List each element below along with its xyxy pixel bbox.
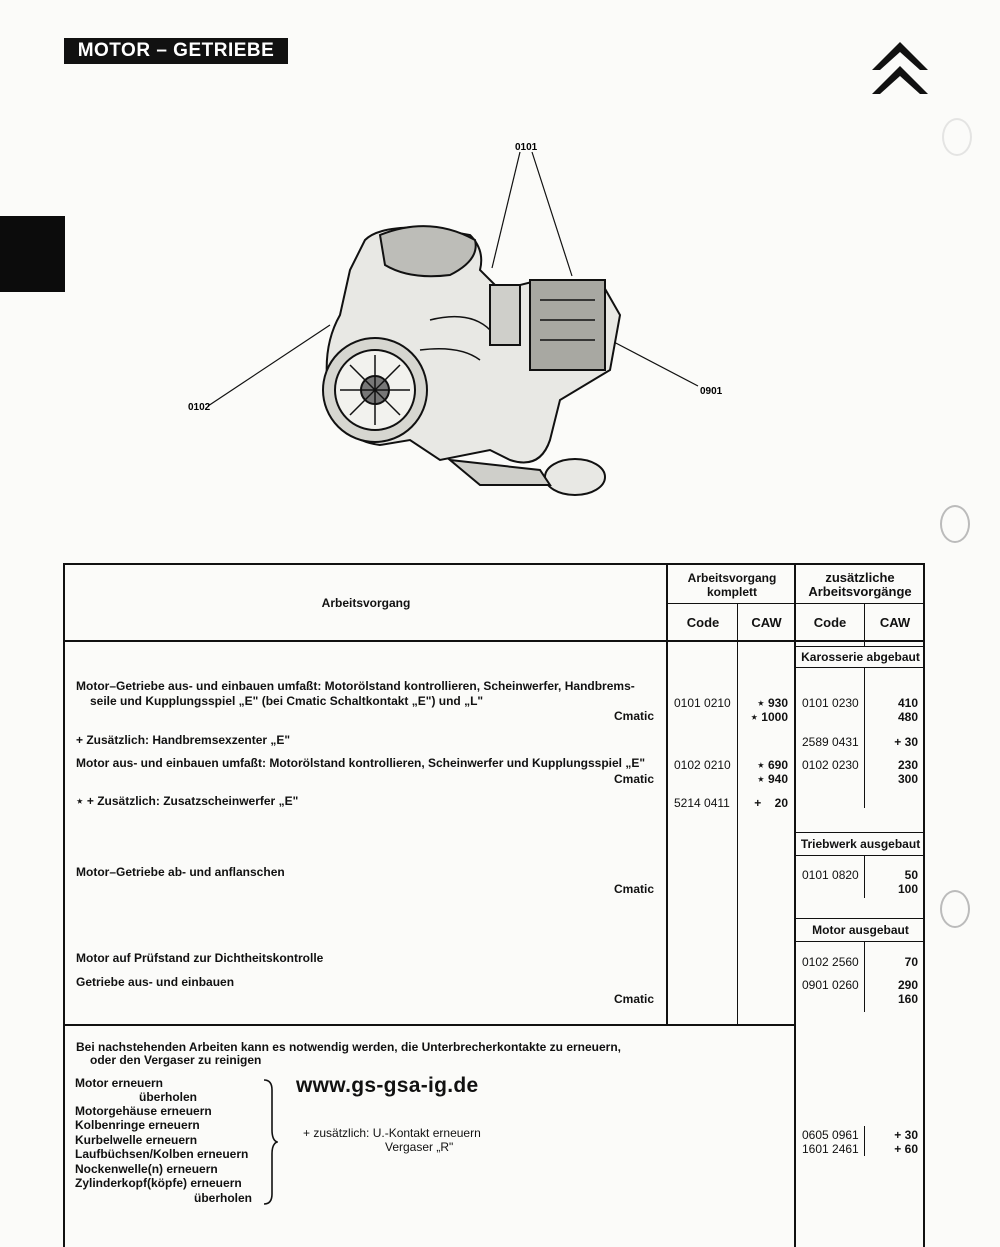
engine-gearbox-illustration — [180, 140, 740, 510]
citroen-logo-icon — [870, 40, 930, 98]
operation-text: Getriebe aus- und einbauen — [76, 975, 235, 989]
caw-value: 290 — [897, 978, 918, 992]
note-item: Nockenwelle(n) erneuern — [75, 1162, 218, 1176]
column-header-code: Code — [813, 615, 847, 630]
caw-value: + 20 — [754, 796, 788, 810]
note-item: Zylinderkopf(köpfe) erneuern — [75, 1176, 242, 1190]
code-value: 0102 0230 — [802, 758, 859, 772]
note-item: Motor erneuern — [75, 1076, 164, 1090]
note-extra: + zusätzlich: U.-Kontakt erneuern — [303, 1126, 481, 1140]
operation-text: + Zusätzlich: Handbremsexzenter „E" — [76, 733, 291, 747]
note-extra: Vergaser „R" — [385, 1140, 454, 1154]
operation-text: Motor–Getriebe ab- und anflanschen — [76, 865, 285, 879]
binder-hole — [940, 890, 970, 928]
note-text: Bei nachstehenden Arbeiten kann es notwendig werden, die Unterbrecherkontakte zu erneuern, — [76, 1040, 622, 1054]
code-value: 0605 0961 — [802, 1128, 859, 1142]
caw-value: 50 — [904, 868, 918, 882]
caw-value: 230 — [897, 758, 918, 772]
caw-value: 100 — [897, 882, 918, 896]
caw-value: 70 — [904, 955, 918, 969]
caw-value: ⋆ 690 — [757, 758, 788, 772]
code-value: 0101 0210 — [674, 696, 731, 710]
code-value: 0102 0210 — [674, 758, 731, 772]
column-header-caw: CAW — [879, 615, 911, 630]
page-title: MOTOR – GETRIEBE — [64, 38, 288, 64]
caw-value: 480 — [897, 710, 918, 724]
code-value: 1601 2461 — [802, 1142, 859, 1156]
code-value: 5214 0411 — [674, 796, 730, 810]
code-value: 0102 2560 — [802, 955, 859, 969]
cmatic-label: Cmatic — [613, 709, 654, 723]
cmatic-label: Cmatic — [613, 772, 654, 786]
code-value: 0101 0230 — [802, 696, 859, 710]
column-header: zusätzliche Arbeitsvorgänge — [808, 570, 912, 599]
note-item: Kolbenringe erneuern — [75, 1118, 200, 1132]
caw-value: + 60 — [894, 1142, 918, 1156]
caw-value: 300 — [897, 772, 918, 786]
cmatic-label: Cmatic — [613, 992, 654, 1006]
column-header: Arbeitsvorgang — [321, 596, 411, 610]
code-value: 0901 0260 — [802, 978, 859, 992]
binder-hole — [942, 118, 972, 156]
caw-value: ⋆ 930 — [757, 696, 788, 710]
code-value: 2589 0431 — [802, 735, 859, 749]
note-item: überholen — [194, 1191, 253, 1205]
caw-value: 160 — [897, 992, 918, 1006]
note-item: Kurbelwelle erneuern — [75, 1133, 198, 1147]
note-text: oder den Vergaser zu reinigen — [90, 1053, 262, 1067]
binder-hole — [940, 505, 970, 543]
caw-value: 410 — [897, 696, 918, 710]
callout-label: 0901 — [700, 386, 723, 397]
cmatic-label: Cmatic — [613, 882, 654, 896]
section-header: Karosserie abgebaut — [801, 650, 920, 664]
section-header: Motor ausgebaut — [812, 923, 909, 937]
callout-label: 0102 — [188, 402, 211, 413]
section-header: Triebwerk ausgebaut — [800, 837, 921, 851]
callout-label: 0101 — [515, 142, 538, 153]
column-header: Arbeitsvorgang komplett — [687, 571, 777, 599]
brace-icon — [262, 1078, 278, 1206]
column-header-caw: CAW — [751, 615, 782, 630]
operation-text: Motor aus- und einbauen umfaßt: Motorölstand kontrollieren, Scheinwerfer und Kupplungsspiel „E" — [76, 756, 646, 770]
caw-value: ⋆ 1000 — [750, 710, 788, 724]
caw-value: + 30 — [894, 1128, 918, 1142]
code-value: 0101 0820 — [802, 868, 859, 882]
note-item: überholen — [139, 1090, 198, 1104]
caw-value: ⋆ 940 — [757, 772, 788, 786]
website-link[interactable]: www.gs-gsa-ig.de — [296, 1074, 479, 1097]
operation-text: Motor–Getriebe aus- und einbauen umfaßt: Motorölstand kontrollieren, Scheinwerfer, Handbrems- — [76, 679, 635, 693]
caw-value: + 30 — [894, 735, 918, 749]
note-item: Motorgehäuse erneuern — [75, 1104, 212, 1118]
operation-text: Motor auf Prüfstand zur Dichtheitskontrolle — [76, 951, 324, 965]
column-header-code: Code — [686, 615, 720, 630]
section-marker-block — [0, 216, 65, 292]
operation-text: seile und Kupplungsspiel „E" (bei Cmatic Schaltkontakt „E") und „L" — [90, 694, 484, 708]
operation-text: ⋆ + Zusätzlich: Zusatzscheinwerfer „E" — [76, 794, 299, 808]
note-item: Laufbüchsen/Kolben erneuern — [75, 1147, 249, 1161]
